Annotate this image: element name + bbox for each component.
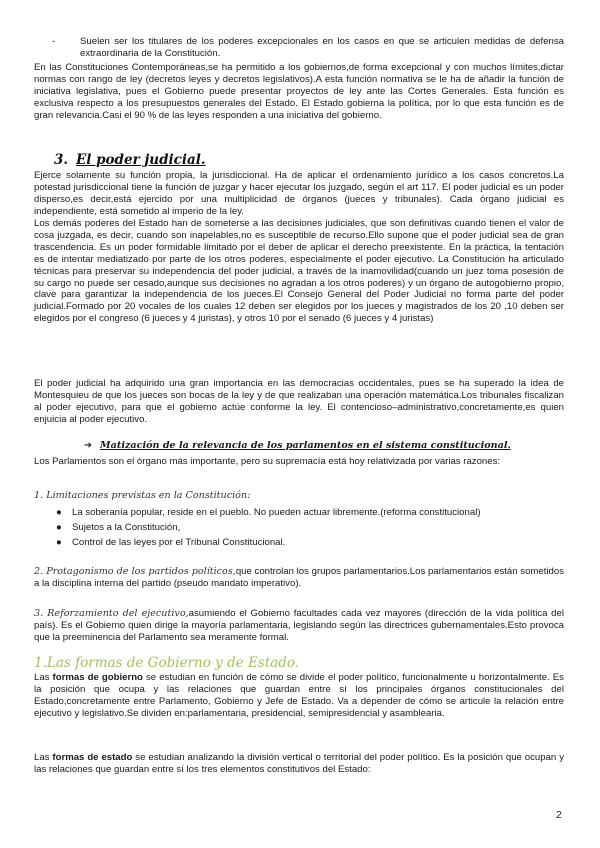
limitaciones-heading: 1. Limitaciones previstas en la Constitución: — [34, 490, 251, 501]
matizacion-heading — [84, 440, 564, 452]
list-item-text: Control de las leyes por el Tribunal Constitucional. — [72, 537, 286, 548]
protagonismo-text: que controlan los grupos parlamentarios.Los parlamentarios están sometidos a la disciplina interna del partido (pseudo mandato imperativo). — [34, 566, 564, 589]
reforzamiento-heading: 3. Reforzamiento del ejecutivo, — [34, 608, 189, 619]
formas-gobierno-term: formas de gobierno — [52, 672, 143, 683]
formas-gobierno-lead: Las — [34, 672, 53, 683]
bullet-icon: ● — [56, 537, 62, 548]
arrow-icon: ➔ — [84, 440, 93, 451]
reforzamiento-text: asumiendo el Gobierno facultades cada vez mayores (dirección de la vida política del país). Es el Gobierno quien dirige la mayoría parlamentaria, legislando según las directrices gubernamentales.Esto provoca que la preeminencia del Parlamento sea meramente formal. — [34, 608, 564, 643]
section-title: El poder judicial. — [76, 152, 206, 168]
section-heading-poder-judicial — [54, 152, 206, 168]
matizacion-title: Matización de la relevancia de los parlamentos en el sistema constitucional. — [100, 440, 511, 451]
page-number: 2 — [556, 809, 562, 821]
paragraph-protagonismo — [34, 566, 564, 590]
bullet-icon: ● — [56, 522, 62, 533]
section-heading-formas: 1.Las formas de Gobierno y de Estado. — [34, 655, 300, 671]
paragraph-judicial-1: Ejerce solamente su función propia, la jurisdiccional. Ha de aplicar el ordenamiento jurídico a los casos concretos.La potestad jurisdiccional tiene la función de juzgar y hacer ejecutar los juzgado, según el art 117. El poder judicial es un poder disperso,es decir,está ejercido por una multiplicidad de órganos (jueces y tribunales). Cada órgano judicial es independiente, está sometido al imperio de la ley. — [34, 170, 564, 217]
formas-gobierno-text: se estudian en función de cómo se divide el poder político, funcionalmente u horizontalmente. Es la posición que ocupa y las relaciones que guardan entre sí los principales órganos constitucionales del Estado,concretamente entre Parlamento, Gobierno y Jefe de Estado. Va a depender de cómo se articule la relación entre ejecutivo y legislativo.Se dividen en:parlamentaria, presidencial, semipresidencial y asamblearia. — [34, 672, 564, 719]
paragraph-reforzamiento — [34, 608, 564, 644]
list-item — [52, 36, 564, 60]
protagonismo-heading: 2. Protagonismo de los partidos políticos, — [34, 566, 236, 577]
list-item — [54, 520, 564, 535]
section-number: 3. — [54, 152, 69, 168]
formas-estado-term: formas de estado — [52, 752, 133, 763]
formas-estado-text: se estudian analizando la división vertical o territorial del poder político. Es la posición que ocupan y las relaciones que guardan entre sí los tres elementos constitutivos del Estado: — [34, 752, 564, 775]
paragraph-judicial-3: El poder judicial ha adquirido una gran importancia en las democracias occidentales, pues se ha superado la idea de Montesquieu de que los jueces son bocas de la ley y de que realizaban una operación matemática.Los tribunales fiscalizan al poder ejecutivo, para que el gobierno actúe conforme la ley. El contencioso–administrativo,concretamente,es quien enjuicia al poder ejecutivo. — [34, 378, 564, 425]
paragraph-formas-gobierno — [34, 672, 564, 720]
list-item-text: La soberanía popular, reside en el pueblo. No pueden actuar libremente.(reforma constitucional) — [72, 507, 481, 518]
paragraph-contemporaneas: En las Constituciones Contemporáneas,se ha permitido a los gobiernos,de forma excepcional y con muchos límites,dictar normas con rango de ley (decretos leyes y decretos legislativos).A esta función normativa se le ha de añadir la función de iniciativa legislativa, pues el Gobierno puede presentar proyectos de ley ante las Cortes Generales. Esta función es exclusiva respecto a los presupuestos generales del Estado. El Estado gobierna la política, por lo que esta función es de gran relevancia.Casi el 90 % de las leyes responden a una iniciativa del gobierno. — [34, 62, 564, 121]
list-item-text: Sujetos a la Constitución, — [72, 522, 181, 533]
list-item-text: Suelen ser los titulares de los poderes excepcionales en los casos en que se articulen medidas de defensa extraordinaria de la Constitución. — [80, 36, 564, 59]
list-item — [54, 505, 564, 520]
paragraph-formas-estado — [34, 752, 564, 776]
dash-marker: - — [52, 36, 56, 47]
bullet-icon: ● — [56, 507, 62, 518]
formas-estado-lead: Las — [34, 752, 53, 763]
paragraph-parlamentos: Los Parlamentos son el órgano más importante, pero su supremacía está hoy relativizada por varias razones: — [34, 456, 501, 467]
limitaciones-list — [54, 505, 564, 550]
paragraph-judicial-2: Los demás poderes del Estado han de someterse a las decisiones judiciales, que son definitivas cuando tienen el valor de cosa juzgada, es decir, cuando son inapelables,no es susceptible de recurso.Ello supone que el poder judicial sea de gran trascendencia. Es un poder formidable limitado por el deber de aplicar el derecho preexistente. En la práctica, la tentación es de intentar mediatizado por parte de los otros poderes, especialmente el poder ejecutivo. La Constitución ha articulado técnicas para preservar su independencia del poder judicial, a través de la inamovilidad(cuando un juez toma posesión de su cargo no puede ser cesado,aunque sus decisiones no agradan a los otros poderes) y un órgano de autogobierno propio, clave para garantizar la independencia de los jueces.El Consejo General del Poder Judicial no forma parte del poder judicial.Formado por 20 vocales de los cuales 12 deben ser elegidos por los jueces y magistrados de los 20 ,10 deben ser elegidos por el congreso (6 jueces y 4 juristas), y otros 10 por el senado (6 jueces y 4 juristas) — [34, 218, 564, 325]
list-item — [54, 535, 564, 550]
